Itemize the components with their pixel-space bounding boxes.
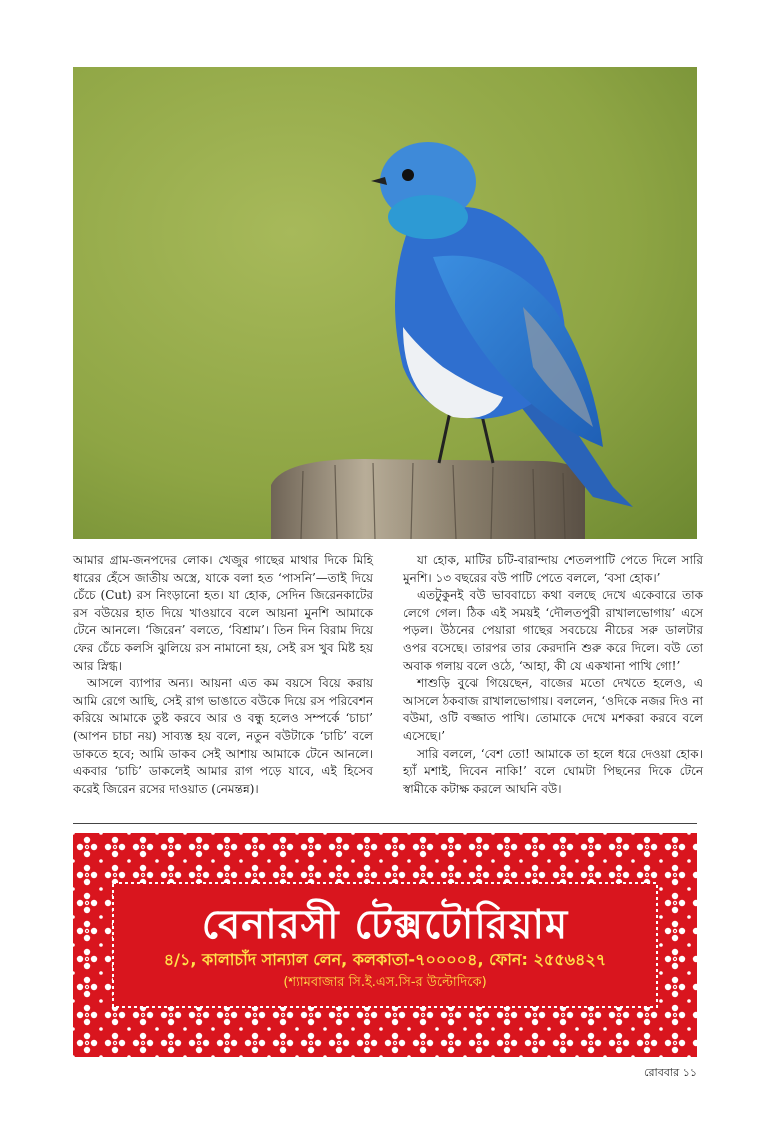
ad-landmark-note: (শ্যামবাজার সি.ই.এস.সি-র উল্টোদিকে) <box>283 975 487 990</box>
paragraph: সারি বললে, ‘বেশ তো! আমাকে তা হলে ধরে দেওয়া হোক। হ্যাঁ মশাই, দিবেন নাকি!’ বলে ঘোমটা পিছনের দিকে টেনে স্বামীকে কটাক্ষ করলে আঘনি বউ। <box>403 746 703 796</box>
paragraph: আসলে ব্যাপার অন্য। আয়না এত কম বয়সে বিয়ে করায় আমি রেগে আছি, সেই রাগ ভাঙাতে বউকে দিয়ে রস পরিবেশন করিয়ে আমাকে তুষ্ট করবে আর ও বন্ধু হলেও সম্পর্কে ‘চাচা’ (আপন চাচা নয়) সাব্যস্ত হয় বলে, নতুন বউটাকে ‘চাচি’ বলে ডাকতে হবে; আমি ডাকব সেই আশায় আমাকে টেনে আনলে। একবার ‘চাচি’ ডাকলেই আমার রাগ পড়ে যাবে, এই হিসেব করেই জিরেন রসের দাওয়াত (নেমন্তন্ন)। <box>73 676 373 796</box>
paragraph: আমার গ্রাম-জনপদের লোক। খেজুর গাছের মাথার দিকে মিহি ধারের হেঁসে জাতীয় অস্ত্রে, যাকে বলা হত ‘পাসনি’—তাই দিয়ে চেঁচে (Cut) রস নিংড়ানো হত। যা হোক, সেদিন জিরেনকাটের রস বউয়ের হাত দিয়ে খাওয়াবে বলে আয়না মুনশি আমাকে টেনে আনলে। ‘জিরেন’ বলতে, ‘বিশ্রাম’। তিন দিন বিরাম দিয়ে ফের চেঁচে কলসি ঝুলিয়ে রস নামানো হয়, সেই রস খুব মিষ্ট হয় আর স্নিগ্ধ। <box>73 553 373 673</box>
advertisement-banner <box>73 833 697 1057</box>
ad-title: বেনারসী টেক্সটোরিয়াম <box>201 902 569 948</box>
bird-photo <box>73 67 697 539</box>
paragraph: শাশুড়ি বুঝে গিয়েছেন, বাজের মতো দেখতে হলেও, এ আসলে ঠকবাজ রাখালভোগায়। বললেন, ‘ওদিকে নজর দিও না বউমা, ওটি বজ্জাত পাখি। তোমাকে দেখে মশকরা করবে বলে এসেছে।’ <box>403 676 703 743</box>
paragraph: এতটুকুনই বউ ভাববাচ্যে কথা বলছে দেখে একেবারে তাক লেগে গেল। ঠিক এই সময়ই ‘দৌলতপুরী রাখালভোগায়’ এসে পড়ল। উঠনের পেয়ারা গাছের সবচেয়ে নীচের সরু ডালটার ওপর বসেছে। তারপর তার কেরদানি শুরু করে দিলে। বউ তো অবাক গলায় বলে ওঠে, ‘আহা, কী যে একখানা পাখি গো!’ <box>403 588 703 673</box>
paragraph: যা হোক, মাটির চটি-বারান্দায় শেতলপাটি পেতে দিলে সারি মুনশি। ১৩ বছরের বউ পাটি পেতে বললে, ‘বসা হোক।’ <box>403 553 703 585</box>
article-left-column <box>73 552 373 798</box>
ad-address: ৪/১, কালাচাঁদ সান্যাল লেন, কলকাতা-৭০০০০৪, ফোন: ২৫৫৬৪২৭ <box>163 950 607 969</box>
separator-rule <box>73 823 697 824</box>
page-folio: রোববার ১১ <box>644 1066 697 1079</box>
ad-content <box>119 889 651 1001</box>
article-right-column <box>403 552 703 798</box>
